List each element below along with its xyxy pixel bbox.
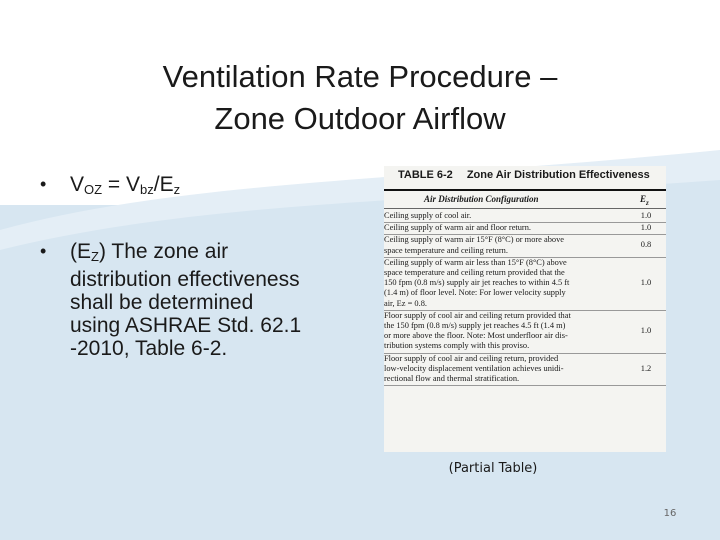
formula-text: $V_{OZ} = V_{bz}/E_z$ <box>70 173 181 197</box>
title-line-2: Zone Outdoor Airflow <box>214 101 506 136</box>
bullet-dot: • <box>40 174 47 194</box>
slide-title <box>0 56 720 140</box>
table-cell-config: Floor supply of cool air and ceiling return, provided low-velocity displacement ventilation achieves unidi- rectional flow and thermal stratification. <box>384 353 564 383</box>
table-cell-config: Ceiling supply of cool air. <box>384 211 472 220</box>
table-cell-ez: 1.0 <box>640 211 652 220</box>
title-line-1: Ventilation Rate Procedure – <box>162 59 558 94</box>
table-row <box>384 311 666 352</box>
page-number: 16 <box>663 508 677 519</box>
table-cell-config: Ceiling supply of warm air 15°F (8°C) or more above space temperature and ceiling return. <box>384 235 564 255</box>
table-row <box>384 354 666 385</box>
table-row <box>384 211 666 221</box>
table-cell-ez: 1.2 <box>640 363 652 373</box>
description-text: $(E_Z)$ The zone air distribution effectiveness shall be determined using ASHRAE Std. 62.1 -2010, Table 6-2. <box>70 240 302 360</box>
table-row <box>384 258 666 309</box>
table-rule <box>384 385 666 386</box>
table-cell-ez: 1.0 <box>640 326 652 336</box>
table-title: TABLE 6-2 Zone Air Distribution Effectiveness <box>398 169 650 181</box>
table-cell-ez: 1.0 <box>640 278 652 288</box>
bullet-dot: • <box>40 241 47 261</box>
table-rule <box>384 189 666 191</box>
column-header-ez: $E_z$ <box>640 194 649 207</box>
table-row <box>384 223 666 233</box>
table-caption: (Partial Table) <box>448 461 538 476</box>
table-rule <box>384 208 666 209</box>
table-cell-ez: 1.0 <box>640 223 652 233</box>
table-image <box>384 166 666 452</box>
table-cell-ez: 0.8 <box>640 240 652 250</box>
table-row <box>384 235 666 255</box>
table-cell-config: Ceiling supply of warm air and floor return. <box>384 223 531 233</box>
table-cell-config: Ceiling supply of warm air less than 15°F (8°C) above space temperature and ceiling return provided that the 150 fpm (0.8 m/s) supply air jet reaches to within 4.5 ft (1.4 m) of floor level. Note: For lower velocity supply air, Ez = 0.8. <box>384 257 570 308</box>
table-cell-config: Floor supply of cool air and ceiling return provided that the 150 fpm (0.8 m/s) supply jet reaches 4.5 ft (1.4 m) or more above the floor. Note: Most underfloor air dis- tribution systems comply with this proviso. <box>384 310 571 351</box>
column-header-config: Air Distribution Configuration <box>424 194 539 204</box>
